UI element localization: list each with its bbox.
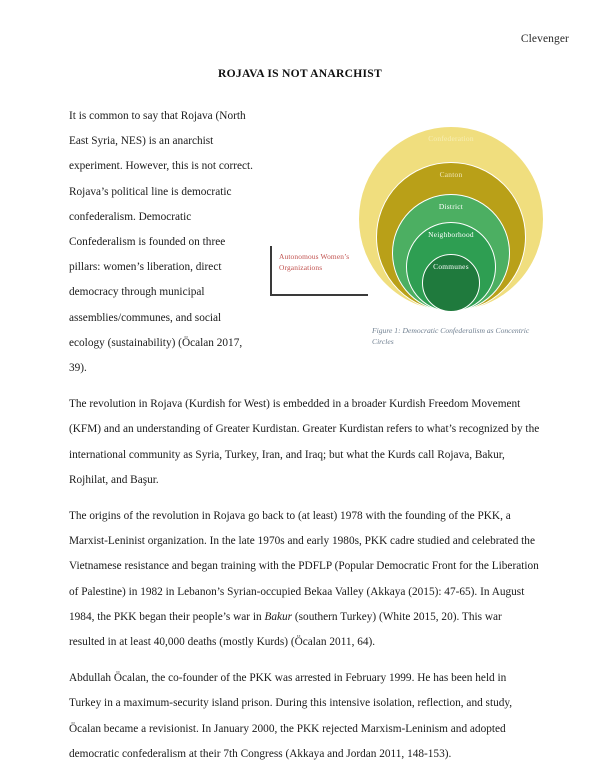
paragraph-3-part-b: (southern Turkey) (White 2015, 20). This war resulted in at least 40,000 deaths (mostly Kurds) (Öcalan 2011, 64).: [69, 610, 502, 649]
paragraph-4: Abdullah Öcalan, the co-founder of the PKK was arrested in February 1999. He has been held in Turkey in a maximum-security island prison. During this intensive isolation, reflection, and study, Öcalan became a revisionist. In January 2000, the PKK rejected Marxism-Leninism and adopted democratic confederalism at their 7th Congress (Akkaya and Jordan 2011, 148-153).: [69, 672, 513, 760]
paragraph-1: It is common to say that Rojava (North East Syria, NES) is an anarchist experiment. However, this is not correct. Rojava’s political line is democratic confederalism. Democratic Confederalism is founded on three pillars: women’s liberation, direct democracy through municipal assemblies/communes, and social ecology (sustainability) (Öcalan 2017, 39).: [69, 110, 254, 375]
ring-label-neighborhood: Neighborhood: [428, 230, 474, 239]
ring-label-canton: Canton: [439, 170, 463, 179]
paragraph-2: The revolution in Rojava (Kurdish for West) is embedded in a broader Kurdish Freedom Movement (KFM) and an understanding of Greater Kurdistan. Greater Kurdistan refers to what’s recognized by the international community as Syria, Turkey, Iran, and Iraq; but what the Kurds call Rojava, Bakur, Rojhilat, and Başur.: [69, 398, 540, 486]
page-title: ROJAVA IS NOT ANARCHIST: [218, 67, 382, 80]
paragraph-3-emphasis: Bakur: [264, 610, 293, 623]
paragraph-3-part-a: The origins of the revolution in Rojava go back to (at least) 1978 with the founding of the PKK, a Marxist-Leninist organization. In the late 1970s and early 1980s, PKK cadre studied and celebrated the Vietnamese resistance and began training with the PDFLP (Popular Democratic Front for the Liberation of Palestine) in 1982 in Lebanon’s Syrian-occupied Bekaa Valley (Akkaya (2015): 47-65). In August 1984, the PKK began their people’s war in: [69, 510, 539, 623]
paragraph-3: [69, 504, 540, 655]
figure-1: [262, 118, 542, 358]
autonomous-womens-organizations-callout: [270, 246, 368, 296]
bracket-vertical-line: [270, 246, 272, 296]
ring-label-district: District: [438, 202, 464, 211]
bracket-horizontal-line: [270, 294, 368, 296]
ring-label-confederation: Confederation: [428, 134, 474, 143]
running-header: Clevenger: [520, 33, 569, 45]
concentric-circles-diagram: [358, 118, 544, 318]
ring-label-communes: Communes: [433, 262, 469, 271]
callout-label: Autonomous Women’s Organizations: [279, 252, 350, 272]
ring-communes: [422, 254, 480, 312]
figure-caption: Figure 1: Democratic Confederalism as Concentric Circles: [372, 326, 530, 346]
